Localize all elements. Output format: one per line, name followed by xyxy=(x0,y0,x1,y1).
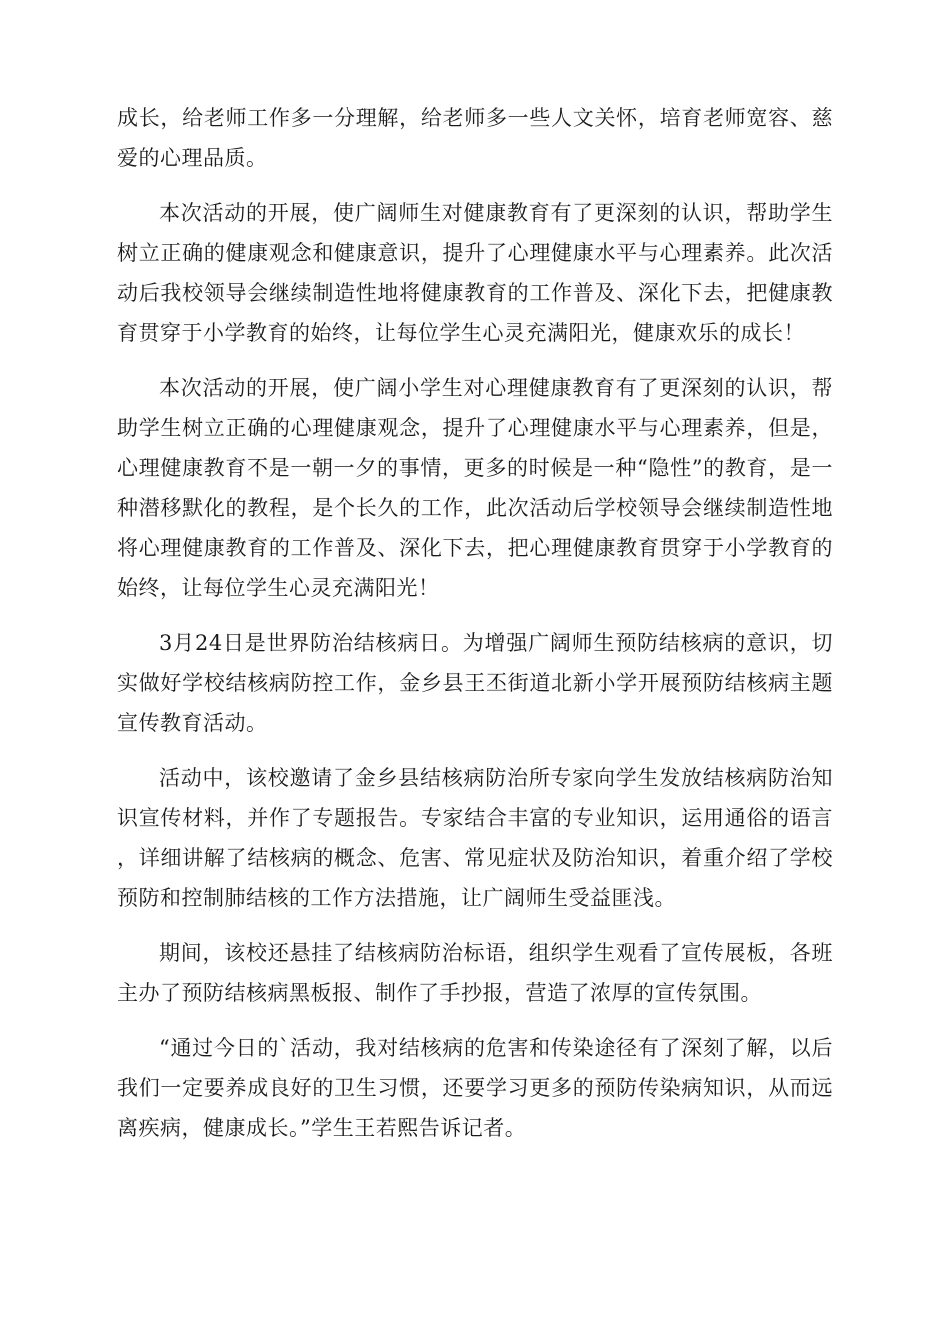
paragraph-mental-health: 本次活动的开展，使广阔小学生对心理健康教育有了更深刻的认识，帮助学生树立正确的心理健康观念，提升了心理健康水平与心理素养，但是，心理健康教育不是一朝一夕的事情，更多的时候是一种“隐性”的教育，是一种潜移默化的教程，是个长久的工作，此次活动后学校领导会继续制造性地将心理健康教育的工作普及、深化下去，把心理健康教育贯穿于小学教育的始终，让每位学生心灵充满阳光！ xyxy=(117,376,833,600)
paragraph-campaign-activities: 期间，该校还悬挂了结核病防治标语，组织学生观看了宣传展板，各班主办了预防结核病黑板报、制作了手抄报，营造了浓厚的宣传氛围。 xyxy=(117,941,833,1005)
document-body xyxy=(117,98,833,1163)
paragraph-health-education: 本次活动的开展，使广阔师生对健康教育有了更深刻的认识，帮助学生树立正确的健康观念和健康意识，提升了心理健康水平与心理素养。此次活动后我校领导会继续制造性地将健康教育的工作普及、深化下去，把健康教育贯穿于小学教育的始终，让每位学生心灵充满阳光，健康欢乐的成长！ xyxy=(117,201,833,345)
paragraph-student-quote: “通过今日的`活动，我对结核病的危害和传染途径有了深刻了解，以后我们一定要养成良好的卫生习惯，还要学习更多的预防传染病知识，从而远离疾病，健康成长。”学生王若熙告诉记者。 xyxy=(117,1036,833,1140)
paragraph-continuation: 成长，给老师工作多一分理解，给老师多一些人文关怀，培育老师宽容、慈爱的心理品质。 xyxy=(117,106,833,170)
paragraph-expert-lecture: 活动中，该校邀请了金乡县结核病防治所专家向学生发放结核病防治知识宣传材料，并作了专题报告。专家结合丰富的专业知识，运用通俗的语言，详细讲解了结核病的概念、危害、常见症状及防治知识，着重介绍了学校预防和控制肺结核的工作方法措施，让广阔师生受益匪浅。 xyxy=(117,766,833,910)
paragraph-tb-day: 3月24日是世界防治结核病日。为增强广阔师生预防结核病的意识，切实做好学校结核病防控工作，金乡县王丕街道北新小学开展预防结核病主题宣传教育活动。 xyxy=(117,631,833,735)
